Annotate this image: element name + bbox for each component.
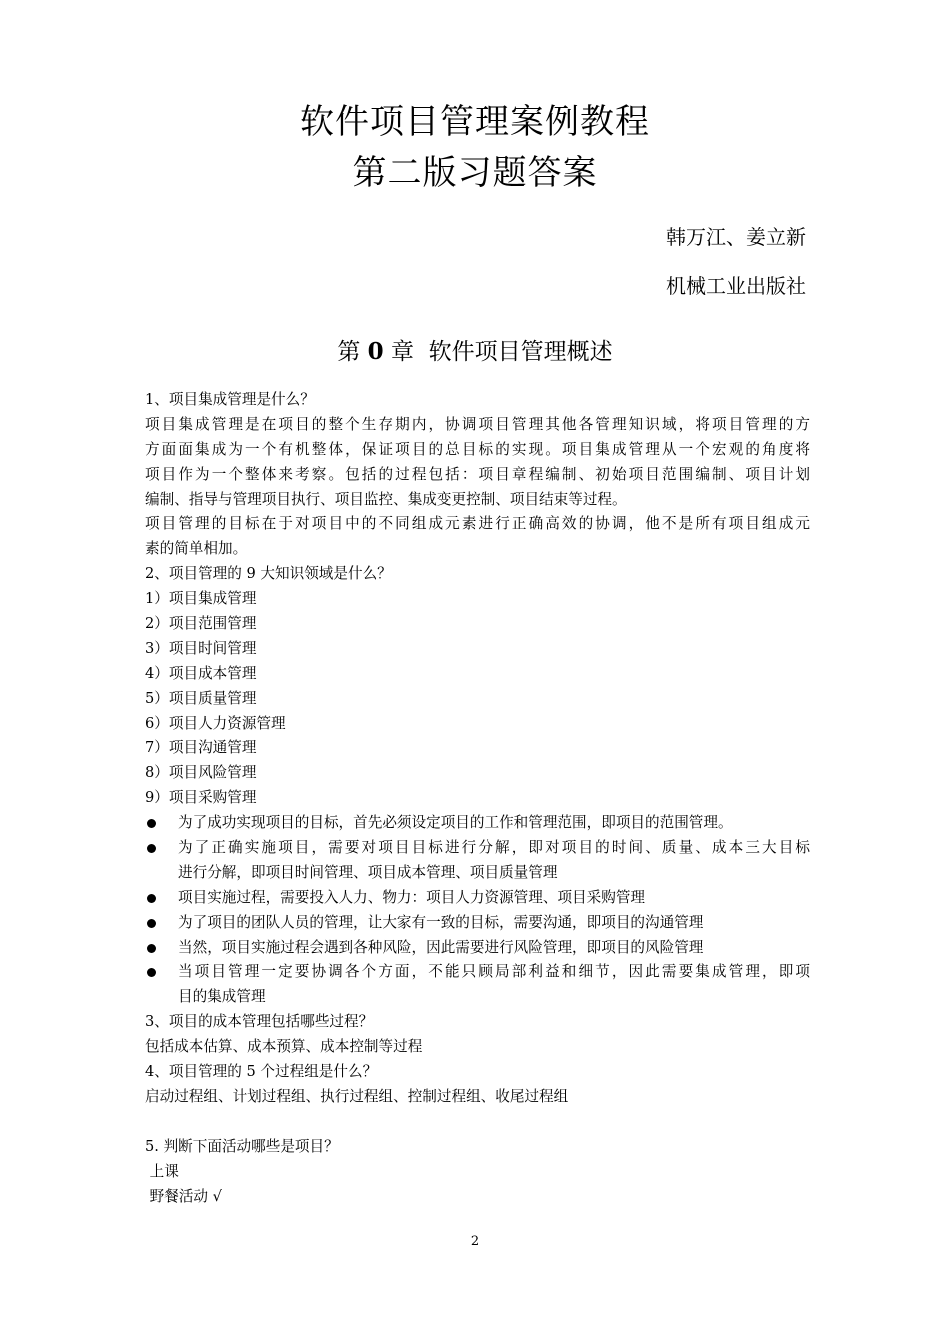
bullet-text: 当然，项目实施过程会遇到各种风险，因此需要进行风险管理，即项目的风险管理 <box>178 938 704 956</box>
knowledge-area-item: 8）项目风险管理 <box>145 764 257 782</box>
bullet-text: 为了成功实现项目的目标，首先必须设定项目的工作和管理范围，即项目的范围管理。 <box>178 814 733 832</box>
bullet-text: 当项目管理一定要协调各个方面，不能只顾局部利益和细节，因此需要集成管理，即项 <box>178 963 810 981</box>
answer-1-line: 方面面集成为一个有机整体，保证项目的总目标的实现。项目集成管理从一个宏观的角度将 <box>145 440 810 458</box>
knowledge-area-item: 6）项目人力资源管理 <box>145 714 286 732</box>
publisher: 机械工业出版社 <box>666 274 806 298</box>
bullet-dot-icon <box>147 919 156 928</box>
document-subtitle: 第二版习题答案 <box>352 153 598 193</box>
answer-1-line: 项目管理的目标在于对项目中的不同组成元素进行正确高效的协调，他不是所有项目组成元 <box>145 515 810 533</box>
knowledge-area-item: 9）项目采购管理 <box>145 789 257 807</box>
question-5: 5. 判断下面活动哪些是项目？ <box>145 1137 339 1155</box>
question-3: 3、项目的成本管理包括哪些过程？ <box>145 1013 374 1031</box>
authors: 韩万江、姜立新 <box>666 225 806 249</box>
chapter-heading <box>0 337 950 367</box>
chapter-name: 软件项目管理概述 <box>428 339 613 365</box>
chapter-prefix: 第 <box>337 339 361 365</box>
chapter-body <box>145 388 810 1209</box>
activity-item: 上课 <box>145 1162 179 1180</box>
knowledge-area-item: 4）项目成本管理 <box>145 664 257 682</box>
knowledge-area-item: 2）项目范围管理 <box>145 615 257 633</box>
bullet-item <box>145 911 810 936</box>
bullet-item <box>145 836 810 886</box>
activity-item: 野餐活动 √ <box>145 1187 222 1205</box>
bullet-text: 进行分解，即项目时间管理、项目成本管理、项目质量管理 <box>178 863 558 881</box>
question-1: 1、项目集成管理是什么？ <box>145 391 315 408</box>
bullet-item <box>145 886 810 911</box>
bullet-dot-icon <box>147 968 156 977</box>
answer-1-line: 项目作为一个整体来考察。包括的过程包括：项目章程编制、初始项目范围编制、项目计划 <box>145 465 810 483</box>
answer-1-line: 编制、指导与管理项目执行、项目监控、集成变更控制、项目结束等过程。 <box>145 490 627 508</box>
bullet-item <box>145 960 810 1010</box>
answer-1-line: 项目集成管理是在项目的整个生存期内，协调项目管理其他各管理知识域，将项目管理的方 <box>145 415 810 433</box>
bullet-text: 项目实施过程，需要投入人力、物力：项目人力资源管理、项目采购管理 <box>178 888 646 906</box>
question-4: 4、项目管理的 5 个过程组是什么？ <box>145 1063 378 1081</box>
bullet-item <box>145 936 810 961</box>
page-number: 2 <box>470 1234 480 1249</box>
bullet-text: 为了正确实施项目，需要对项目目标进行分解，即对项目的时间、质量、成本三大目标 <box>178 839 810 857</box>
document-title: 软件项目管理案例教程 <box>300 102 650 142</box>
answer-1-line: 素的简单相加。 <box>145 540 248 558</box>
bullet-dot-icon <box>147 944 156 953</box>
chapter-suffix: 章 <box>391 339 414 365</box>
knowledge-area-item: 7）项目沟通管理 <box>145 739 257 757</box>
answer-3: 包括成本估算、成本预算、成本控制等过程 <box>145 1038 423 1056</box>
blank-line <box>145 1110 810 1135</box>
knowledge-area-item: 1）项目集成管理 <box>145 590 257 608</box>
bullet-item <box>145 811 810 836</box>
knowledge-area-item: 3）项目时间管理 <box>145 639 257 657</box>
bullet-dot-icon <box>147 894 156 903</box>
bullet-dot-icon <box>147 844 156 853</box>
bullet-dot-icon <box>147 819 156 828</box>
answer-4: 启动过程组、计划过程组、执行过程组、控制过程组、收尾过程组 <box>145 1087 569 1105</box>
question-2: 2、项目管理的 9 大知识领域是什么？ <box>145 565 392 583</box>
bullet-text: 目的集成管理 <box>178 988 266 1006</box>
bullet-text: 为了项目的团队人员的管理，让大家有一致的目标，需要沟通，即项目的沟通管理 <box>178 913 704 931</box>
chapter-number: 0 <box>367 338 384 365</box>
knowledge-area-item: 5）项目质量管理 <box>145 689 257 707</box>
